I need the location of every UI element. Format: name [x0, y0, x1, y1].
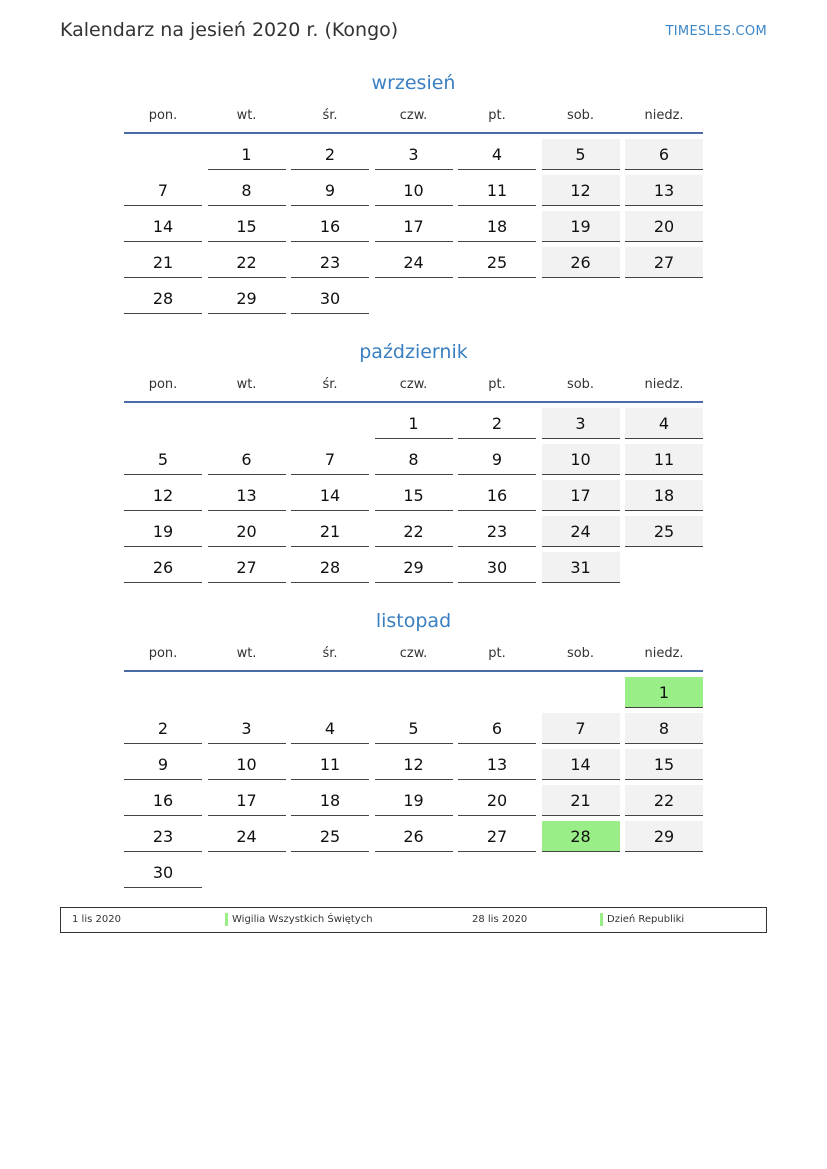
- empty-day-cell: [625, 283, 703, 314]
- day-cell: 18: [458, 211, 536, 242]
- weekend-day-cell: 31: [542, 552, 620, 583]
- day-cell: 30: [458, 552, 536, 583]
- day-cell: 9: [124, 749, 202, 780]
- weekday-label: niedz.: [644, 377, 684, 392]
- weekday-label: czw.: [399, 377, 428, 392]
- week-row: [124, 408, 703, 444]
- empty-day-cell: [458, 283, 536, 314]
- week-row: [124, 480, 703, 516]
- day-cell: 22: [375, 516, 453, 547]
- day-cell: 29: [208, 283, 286, 314]
- day-cell: 19: [375, 785, 453, 816]
- day-cell: 2: [291, 139, 369, 170]
- day-cell: 25: [291, 821, 369, 852]
- day-cell: 19: [124, 516, 202, 547]
- day-cell: 22: [208, 247, 286, 278]
- week-row: [124, 552, 703, 588]
- weekday-label: pt.: [488, 377, 506, 392]
- day-cell: 15: [375, 480, 453, 511]
- day-cell: 24: [375, 247, 453, 278]
- day-cell: 28: [124, 283, 202, 314]
- weekday-label: czw.: [399, 646, 428, 661]
- legend-date-1: 1 lis 2020: [72, 914, 121, 925]
- weekday-label: pt.: [488, 108, 506, 123]
- weekend-day-cell: 7: [542, 713, 620, 744]
- weekend-day-cell: 5: [542, 139, 620, 170]
- empty-day-cell: [542, 283, 620, 314]
- weekday-label: śr.: [322, 646, 338, 661]
- weekday-label: niedz.: [644, 108, 684, 123]
- weekend-day-cell: 17: [542, 480, 620, 511]
- month-1: [124, 337, 703, 588]
- day-cell: 5: [375, 713, 453, 744]
- day-cell: 30: [124, 857, 202, 888]
- weekday-label: czw.: [399, 108, 428, 123]
- empty-day-cell: [291, 408, 369, 439]
- day-cell: 7: [124, 175, 202, 206]
- holiday-legend: [60, 907, 767, 933]
- day-cell: 28: [291, 552, 369, 583]
- day-cell: 9: [458, 444, 536, 475]
- weekday-label: śr.: [322, 377, 338, 392]
- weekday-label: sob.: [566, 377, 595, 392]
- week-grid: [124, 134, 703, 319]
- day-cell: 20: [208, 516, 286, 547]
- empty-day-cell: [124, 139, 202, 170]
- day-cell: 8: [208, 175, 286, 206]
- legend-swatch-1: [225, 913, 228, 926]
- weekend-day-cell: 4: [625, 408, 703, 439]
- day-cell: 16: [458, 480, 536, 511]
- weekend-day-cell: 15: [625, 749, 703, 780]
- day-cell: 11: [458, 175, 536, 206]
- holiday-day-cell: 1: [625, 677, 703, 708]
- day-cell: 24: [208, 821, 286, 852]
- weekend-day-cell: 20: [625, 211, 703, 242]
- weekend-day-cell: 22: [625, 785, 703, 816]
- week-row: [124, 677, 703, 713]
- empty-day-cell: [208, 408, 286, 439]
- day-cell: 4: [291, 713, 369, 744]
- week-row: [124, 821, 703, 857]
- weekend-day-cell: 10: [542, 444, 620, 475]
- week-row: [124, 139, 703, 175]
- weekday-label: pon.: [148, 108, 178, 123]
- weekday-label: niedz.: [644, 646, 684, 661]
- day-cell: 6: [458, 713, 536, 744]
- day-cell: 1: [208, 139, 286, 170]
- empty-day-cell: [208, 677, 286, 708]
- empty-day-cell: [625, 552, 703, 583]
- day-cell: 21: [291, 516, 369, 547]
- weekend-day-cell: 21: [542, 785, 620, 816]
- weekday-label: śr.: [322, 108, 338, 123]
- week-row: [124, 444, 703, 480]
- weekend-day-cell: 18: [625, 480, 703, 511]
- day-cell: 4: [458, 139, 536, 170]
- month-2: [124, 606, 703, 893]
- weekday-label: pon.: [148, 377, 178, 392]
- day-cell: 3: [375, 139, 453, 170]
- weekend-day-cell: 12: [542, 175, 620, 206]
- month-title: wrzesień: [371, 72, 456, 94]
- legend-date-2: 28 lis 2020: [472, 914, 528, 925]
- day-cell: 23: [124, 821, 202, 852]
- weekend-day-cell: 24: [542, 516, 620, 547]
- empty-day-cell: [625, 857, 703, 888]
- weekday-header: [124, 368, 703, 401]
- weekday-label: wt.: [236, 108, 257, 123]
- week-row: [124, 713, 703, 749]
- week-row: [124, 516, 703, 552]
- day-cell: 14: [124, 211, 202, 242]
- day-cell: 12: [124, 480, 202, 511]
- day-cell: 7: [291, 444, 369, 475]
- weekend-day-cell: 25: [625, 516, 703, 547]
- day-cell: 25: [458, 247, 536, 278]
- day-cell: 11: [291, 749, 369, 780]
- legend-swatch-2: [600, 913, 603, 926]
- weekend-day-cell: 13: [625, 175, 703, 206]
- day-cell: 30: [291, 283, 369, 314]
- weekday-header: [124, 637, 703, 670]
- empty-day-cell: [124, 408, 202, 439]
- day-cell: 15: [208, 211, 286, 242]
- week-grid: [124, 672, 703, 893]
- weekend-day-cell: 3: [542, 408, 620, 439]
- day-cell: 10: [375, 175, 453, 206]
- weekday-label: wt.: [236, 377, 257, 392]
- weekend-day-cell: 27: [625, 247, 703, 278]
- week-row: [124, 175, 703, 211]
- month-title: październik: [359, 341, 468, 363]
- day-cell: 13: [208, 480, 286, 511]
- weekday-label: wt.: [236, 646, 257, 661]
- weekend-day-cell: 6: [625, 139, 703, 170]
- brand-link[interactable]: TIMESLES.COM: [665, 24, 767, 39]
- weekend-day-cell: 19: [542, 211, 620, 242]
- week-row: [124, 785, 703, 821]
- month-title: listopad: [375, 610, 452, 632]
- day-cell: 26: [124, 552, 202, 583]
- day-cell: 12: [375, 749, 453, 780]
- week-grid: [124, 403, 703, 588]
- day-cell: 23: [291, 247, 369, 278]
- empty-day-cell: [208, 857, 286, 888]
- weekend-day-cell: 11: [625, 444, 703, 475]
- empty-day-cell: [458, 677, 536, 708]
- day-cell: 6: [208, 444, 286, 475]
- month-0: [124, 68, 703, 319]
- day-cell: 16: [124, 785, 202, 816]
- day-cell: 18: [291, 785, 369, 816]
- weekday-label: pt.: [488, 646, 506, 661]
- weekend-day-cell: 8: [625, 713, 703, 744]
- page-title: Kalendarz na jesień 2020 r. (Kongo): [60, 19, 399, 41]
- empty-day-cell: [542, 857, 620, 888]
- legend-name-1: Wigilia Wszystkich Świętych: [232, 914, 373, 925]
- empty-day-cell: [375, 677, 453, 708]
- week-row: [124, 283, 703, 319]
- weekday-label: sob.: [566, 646, 595, 661]
- week-row: [124, 211, 703, 247]
- day-cell: 29: [375, 552, 453, 583]
- day-cell: 27: [208, 552, 286, 583]
- weekday-label: pon.: [148, 646, 178, 661]
- legend-name-2: Dzień Republiki: [607, 914, 685, 925]
- day-cell: 2: [124, 713, 202, 744]
- day-cell: 16: [291, 211, 369, 242]
- empty-day-cell: [375, 283, 453, 314]
- day-cell: 21: [124, 247, 202, 278]
- day-cell: 26: [375, 821, 453, 852]
- empty-day-cell: [375, 857, 453, 888]
- day-cell: 1: [375, 408, 453, 439]
- day-cell: 9: [291, 175, 369, 206]
- day-cell: 2: [458, 408, 536, 439]
- day-cell: 13: [458, 749, 536, 780]
- day-cell: 17: [208, 785, 286, 816]
- day-cell: 17: [375, 211, 453, 242]
- day-cell: 27: [458, 821, 536, 852]
- day-cell: 14: [291, 480, 369, 511]
- day-cell: 3: [208, 713, 286, 744]
- weekend-day-cell: 26: [542, 247, 620, 278]
- day-cell: 5: [124, 444, 202, 475]
- empty-day-cell: [542, 677, 620, 708]
- day-cell: 10: [208, 749, 286, 780]
- weekend-day-cell: 29: [625, 821, 703, 852]
- week-row: [124, 247, 703, 283]
- day-cell: 23: [458, 516, 536, 547]
- holiday-day-cell: 28: [542, 821, 620, 852]
- empty-day-cell: [291, 857, 369, 888]
- day-cell: 20: [458, 785, 536, 816]
- week-row: [124, 749, 703, 785]
- day-cell: 8: [375, 444, 453, 475]
- weekend-day-cell: 14: [542, 749, 620, 780]
- weekday-header: [124, 99, 703, 132]
- week-row: [124, 857, 703, 893]
- empty-day-cell: [124, 677, 202, 708]
- empty-day-cell: [291, 677, 369, 708]
- empty-day-cell: [458, 857, 536, 888]
- weekday-label: sob.: [566, 108, 595, 123]
